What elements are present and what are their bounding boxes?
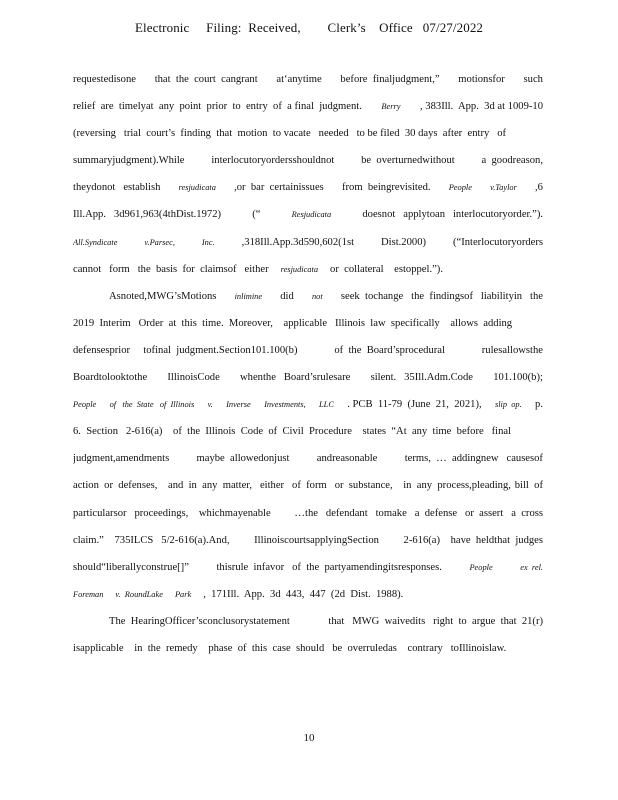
text-segment: Ill.App. 3d961,963(4thDist.1972) xyxy=(73,209,222,221)
text-segment: 2-616(a) have heldthat judges xyxy=(403,534,543,546)
italic-citation: of the State of Illinois xyxy=(109,400,195,410)
text-line xyxy=(73,174,543,201)
text-segment: be overturnedwithout xyxy=(361,155,455,167)
text-line xyxy=(73,527,543,554)
text-segment: a goodreason, xyxy=(481,155,543,167)
text-segment: cannot form the basis for claimsof either xyxy=(73,263,269,275)
italic-citation: People xyxy=(469,562,493,572)
page-number: 10 xyxy=(303,732,315,744)
italic-citation: not xyxy=(311,291,323,301)
text-segment: The HearingOfficer’sconclusorystatement xyxy=(109,615,290,627)
text-segment: ,6 xyxy=(535,182,543,194)
italic-citation: People xyxy=(448,183,472,193)
text-line xyxy=(73,418,543,445)
text-segment: bill of xyxy=(514,480,543,492)
text-segment: requestedisone xyxy=(73,74,136,85)
text-segment: 101.100(b); xyxy=(493,372,543,384)
text-segment: or collateral estoppel.”). xyxy=(330,263,443,275)
italic-citation: Foreman xyxy=(73,589,104,599)
text-line xyxy=(73,66,543,93)
text-segment: p. xyxy=(535,399,543,411)
text-segment: Dist.2000) xyxy=(381,236,427,248)
italic-citation: inlimine xyxy=(234,291,263,301)
text-segment: summaryjudgment).While xyxy=(73,155,185,167)
italic-citation: v.Parsec, xyxy=(144,237,175,247)
text-segment: isapplicable in the remedy phase of this case should be overruledas contrary toIllinoislaw. xyxy=(73,642,507,654)
text-segment: , 171Ill. App. 3d 443, 447 (2d Dist. 1988). xyxy=(203,588,404,600)
text-segment: whenthe Board’srulesare xyxy=(240,372,351,384)
text-segment: IllinoisCode xyxy=(167,372,220,384)
text-line xyxy=(73,201,543,228)
text-segment: from beingrevisited. xyxy=(341,182,431,194)
text-segment: ,318Ill.App.3d590,602(1st xyxy=(241,236,355,248)
text-segment: rulesallowsthe xyxy=(481,344,543,356)
text-segment: before finaljudgment,” xyxy=(340,74,440,85)
italic-citation: All.Syndicate xyxy=(73,237,118,247)
text-segment: Boardtolooktothe xyxy=(73,372,148,384)
text-line xyxy=(73,445,543,472)
italic-citation: Inc. xyxy=(201,237,215,247)
italic-citation: v.Taylor xyxy=(490,183,517,193)
text-line xyxy=(73,500,543,527)
efiling-header: Electronic Filing: Received, Clerk’s Office 07/27/2022 xyxy=(134,20,484,35)
text-segment: claim.” 735ILCS 5/2-616(a).And, xyxy=(73,534,230,546)
text-segment: andreasonable xyxy=(316,453,378,465)
italic-citation: LLC xyxy=(319,400,334,410)
italic-citation: ex rel. xyxy=(520,562,543,572)
text-line xyxy=(73,337,543,364)
text-segment: defensesprior tofinal judgment.Section101.100(b) xyxy=(73,344,298,356)
italic-citation: resjudicata xyxy=(178,183,216,193)
text-segment: . PCB 11-79 (June 21, 2021), xyxy=(347,399,482,411)
text-line xyxy=(73,120,543,147)
text-line xyxy=(73,472,543,499)
text-segment: seek tochange the findingsof liabilityin the xyxy=(340,290,543,302)
text-segment: should“liberallyconstrue[]” xyxy=(73,561,189,573)
text-segment: did xyxy=(280,290,294,302)
document-body xyxy=(73,66,543,662)
text-segment: (“Interlocutoryorders xyxy=(452,236,543,248)
text-segment: silent. 35Ill.Adm.Code xyxy=(370,372,473,384)
text-segment: Asnoted,MWG’sMotions xyxy=(109,290,217,302)
italic-citation: Park xyxy=(174,589,192,599)
text-segment: judgment,amendments xyxy=(73,453,170,465)
text-line xyxy=(73,608,543,635)
text-segment: IllinoiscourtsapplyingSection xyxy=(254,534,379,546)
text-segment: 2019 Interim Order at this time. Moreover, applicable Illinois law specifically allows adding xyxy=(73,317,513,329)
italic-citation: Resjudicata xyxy=(291,210,332,220)
text-segment: thisrule infavor of the partyamendingitsresponses. xyxy=(216,561,442,573)
text-line xyxy=(73,635,543,662)
text-line xyxy=(73,283,543,310)
text-segment: at‘anytime xyxy=(276,74,322,85)
text-segment: action or defenses, and in any matter, either of form or substance, in any process,pleading, xyxy=(73,480,511,492)
text-line xyxy=(73,147,543,174)
text-segment: that the court cangrant xyxy=(154,74,258,85)
text-segment: interlocutoryordersshouldnot xyxy=(211,155,335,167)
text-segment: of the Board’sprocedural xyxy=(334,344,445,356)
italic-citation: v. RoundLake xyxy=(115,589,163,599)
text-segment: theydonot establish xyxy=(73,182,161,194)
text-segment: motionsfor xyxy=(458,74,505,85)
text-segment: …the defendant tomake a defense or assert a cross xyxy=(294,507,543,519)
text-segment: terms, … addingnew causesof xyxy=(404,453,543,465)
italic-citation: Investments, xyxy=(264,400,306,410)
text-segment: (reversing trial court’s finding that motion to vacate needed to be filed 30 days after entry of xyxy=(73,128,507,140)
text-segment: such xyxy=(523,74,543,85)
text-segment: , 383Ill. App. 3d at 1009-10 xyxy=(420,101,543,113)
italic-citation: slip op. xyxy=(494,400,522,410)
italic-citation: resjudicata xyxy=(280,264,319,274)
text-line xyxy=(73,256,543,283)
text-line xyxy=(73,554,543,581)
italic-citation: Berry xyxy=(381,102,401,112)
italic-citation: v. xyxy=(207,400,213,410)
text-segment: doesnot applytoan interlocutoryorder.”). xyxy=(362,209,543,221)
italic-citation: Inverse xyxy=(226,400,251,410)
text-segment: that MWG waivedits right to argue that 21(r) xyxy=(328,615,543,627)
italic-citation: People xyxy=(73,400,97,410)
text-segment: (“ xyxy=(252,209,261,221)
text-segment: maybe allowedonjust xyxy=(196,453,290,465)
text-line xyxy=(73,581,543,608)
text-segment: particularsor proceedings, whichmayenable xyxy=(73,507,271,519)
text-segment: 6. Section 2-616(a) of the Illinois Code of Civil Procedure states “At any time before final xyxy=(73,426,512,438)
text-line xyxy=(73,391,543,418)
text-line xyxy=(73,229,543,256)
text-line xyxy=(73,310,543,337)
text-segment: relief are timelyat any point prior to entry of a final judgment. xyxy=(73,101,362,113)
text-line xyxy=(73,93,543,120)
text-segment: ,or bar certainissues xyxy=(234,182,324,194)
text-line xyxy=(73,364,543,391)
